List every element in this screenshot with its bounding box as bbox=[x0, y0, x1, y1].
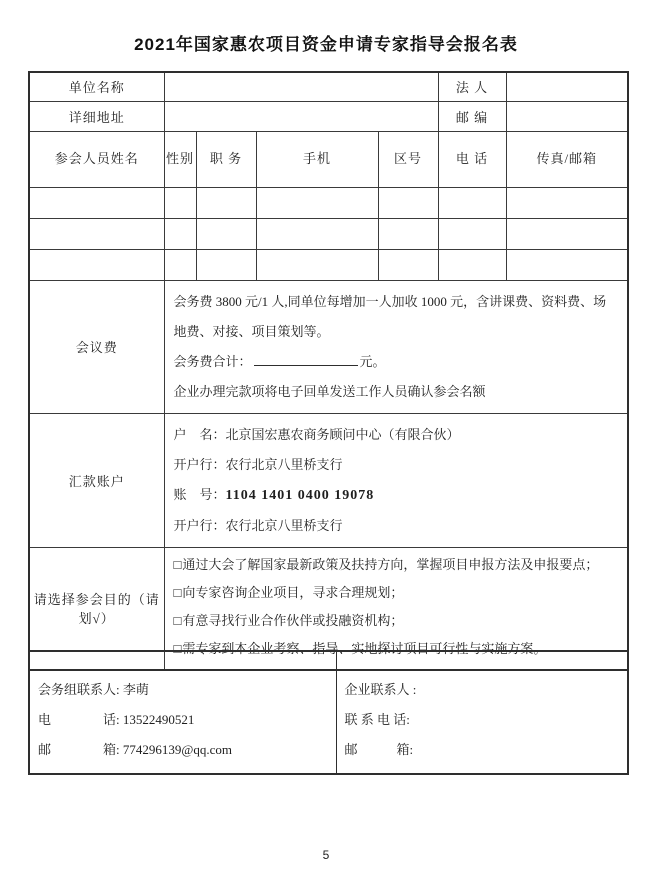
company-name-field bbox=[164, 72, 438, 101]
header-area-code: 区号 bbox=[378, 131, 438, 187]
participant-cell bbox=[196, 249, 256, 280]
organizer-contact-name: 会务组联系人: 李萌 bbox=[38, 682, 149, 697]
purpose-option: □有意寻找行业合作伙伴或投融资机构； bbox=[173, 612, 404, 628]
bank-line-2: 开户行：农行北京八里桥支行 bbox=[173, 517, 343, 533]
company-contact-email: 邮 箱: bbox=[344, 742, 414, 757]
checkbox-icon: □ bbox=[173, 612, 182, 628]
bank-line: 开户行：农行北京八里桥支行 bbox=[173, 456, 343, 472]
participant-cell bbox=[438, 249, 506, 280]
header-mobile: 手机 bbox=[256, 131, 378, 187]
organizer-contact-cell bbox=[29, 651, 336, 774]
page-title: 2021年国家惠农项目资金申请专家指导会报名表 bbox=[134, 35, 518, 54]
fee-total-blank bbox=[254, 352, 358, 366]
contacts-table bbox=[28, 650, 629, 775]
participant-cell bbox=[164, 249, 196, 280]
page-number: 5 bbox=[322, 848, 330, 862]
account-number-line: 账 号：1104 1401 0400 19078 bbox=[173, 486, 375, 503]
participant-cell bbox=[164, 218, 196, 249]
participant-cell bbox=[378, 187, 438, 218]
participant-cell bbox=[506, 187, 628, 218]
registration-table bbox=[28, 71, 629, 671]
participant-cell bbox=[256, 187, 378, 218]
organizer-contact-email: 邮 箱: 774296139@qq.com bbox=[38, 742, 232, 757]
participant-cell bbox=[164, 187, 196, 218]
conference-fee-label: 会议费 bbox=[29, 280, 164, 413]
purpose-option: □需专家到本企业考察、指导、实地探讨项目可行性与实施方案。 bbox=[173, 640, 547, 656]
account-number: 1104 1401 0400 19078 bbox=[225, 487, 375, 503]
checkbox-icon: □ bbox=[173, 584, 182, 600]
participants-header-row bbox=[29, 131, 628, 187]
remittance-content bbox=[165, 414, 628, 547]
participant-cell bbox=[506, 218, 628, 249]
checkbox-icon: □ bbox=[173, 640, 182, 656]
checkbox-icon: □ bbox=[173, 556, 182, 572]
legal-person-label: 法 人 bbox=[438, 72, 506, 101]
purpose-option: □向专家咨询企业项目，寻求合理规划； bbox=[173, 584, 404, 600]
header-position: 职 务 bbox=[196, 131, 256, 187]
header-participant-name: 参会人员姓名 bbox=[29, 131, 164, 187]
company-name-label: 单位名称 bbox=[29, 72, 164, 101]
participant-cell bbox=[256, 218, 378, 249]
address-label: 详细地址 bbox=[29, 101, 164, 131]
fee-total-line: 会务费合计： 元。 bbox=[173, 353, 386, 369]
legal-person-field bbox=[506, 72, 628, 101]
postal-code-label: 邮 编 bbox=[438, 101, 506, 131]
fee-description: 会务费 3800 元/1 人,同单位每增加一人加收 1000 元，含讲课费、资料费、场地费、对接、项目策划等。 bbox=[173, 293, 607, 339]
header-fax-email: 传真/邮箱 bbox=[506, 131, 628, 187]
company-contact-name: 企业联系人 : bbox=[344, 682, 417, 697]
participant-cell bbox=[438, 187, 506, 218]
participant-cell bbox=[378, 249, 438, 280]
participant-cell bbox=[378, 218, 438, 249]
participant-cell bbox=[256, 249, 378, 280]
participant-row bbox=[29, 218, 628, 249]
purpose-label: 请选择参会目的（请划√） bbox=[29, 547, 164, 670]
participant-cell bbox=[196, 218, 256, 249]
postal-code-field bbox=[506, 101, 628, 131]
conference-fee-content bbox=[165, 281, 628, 413]
participant-row bbox=[29, 187, 628, 218]
participant-cell bbox=[29, 249, 164, 280]
header-telephone: 电 话 bbox=[438, 131, 506, 187]
participant-cell bbox=[506, 249, 628, 280]
organizer-contact-phone: 电 话: 13522490521 bbox=[38, 712, 195, 727]
participant-cell bbox=[29, 218, 164, 249]
company-contact-phone: 联 系 电 话: bbox=[344, 712, 410, 727]
fee-confirm-note: 企业办理完款项将电子回单发送工作人员确认参会名额 bbox=[173, 383, 486, 399]
address-row bbox=[29, 101, 628, 131]
purpose-option: □通过大会了解国家最新政策及扶持方向，掌握项目申报方法及申报要点； bbox=[173, 556, 599, 572]
address-field bbox=[164, 101, 438, 131]
participant-row bbox=[29, 249, 628, 280]
participant-cell bbox=[29, 187, 164, 218]
conference-fee-row bbox=[29, 280, 628, 413]
account-holder-line: 户 名：北京国宏惠农商务顾问中心（有限合伙） bbox=[173, 426, 460, 442]
header-gender: 性别 bbox=[164, 131, 196, 187]
company-contact-cell bbox=[336, 651, 628, 774]
participant-cell bbox=[196, 187, 256, 218]
remittance-row bbox=[29, 413, 628, 547]
participant-cell bbox=[438, 218, 506, 249]
remittance-label: 汇款账户 bbox=[29, 413, 164, 547]
company-name-row bbox=[29, 72, 628, 101]
